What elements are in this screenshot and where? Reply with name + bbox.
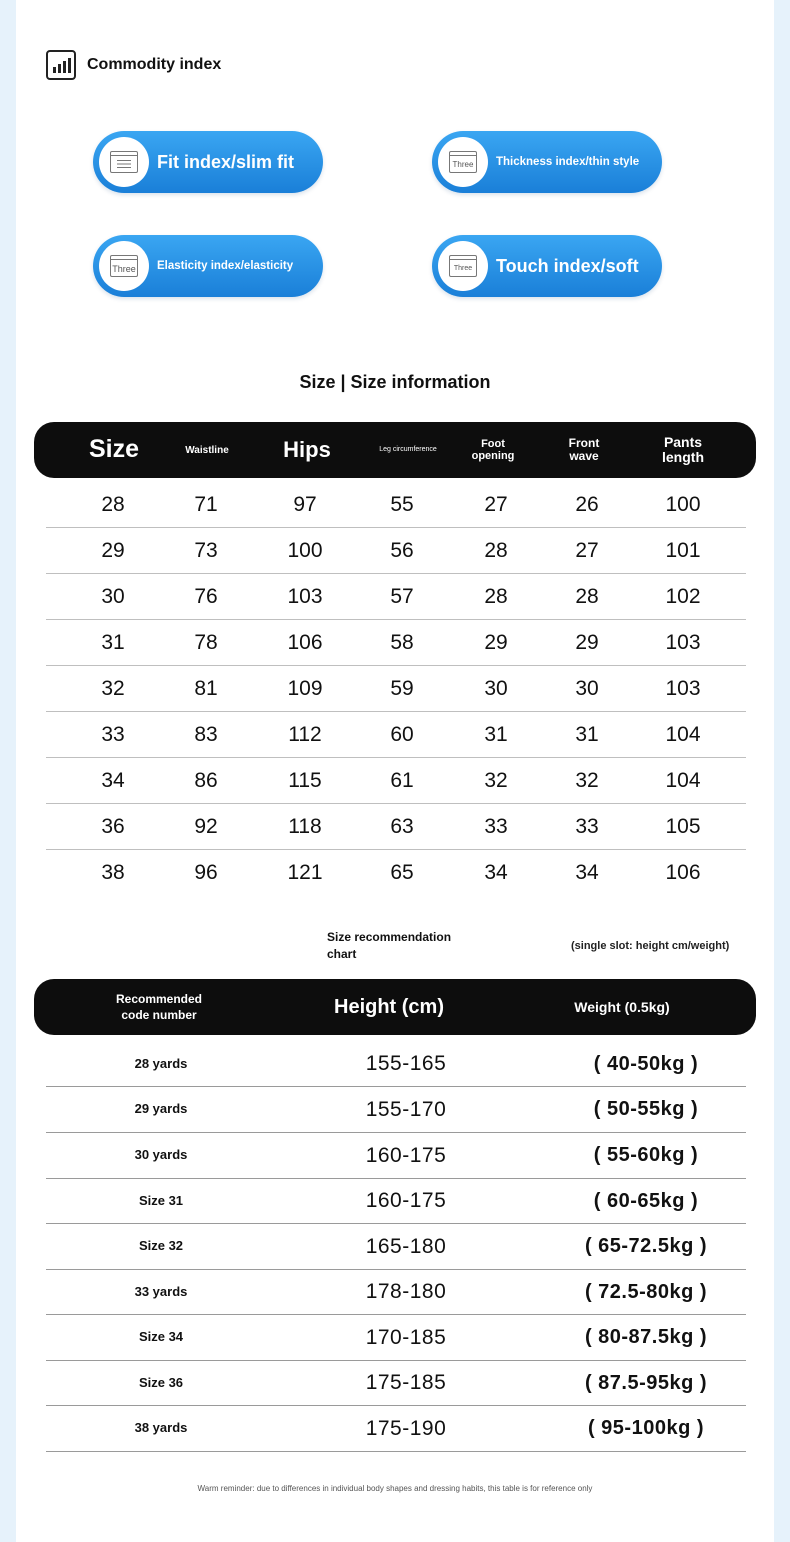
header-recommended-code: Recommended code number [115, 991, 203, 1022]
cell-size: 29 [101, 539, 125, 562]
table-row [46, 804, 746, 850]
recommendation-table-header [34, 979, 756, 1035]
table-row [46, 1179, 746, 1224]
cell-code: Size 34 [138, 1329, 184, 1345]
cell-pants-length: 101 [665, 539, 701, 562]
cell-hips: 106 [287, 631, 323, 654]
cell-weight: ( 80-87.5kg ) [584, 1326, 708, 1348]
elasticity-index-label: Elasticity index/elasticity [157, 260, 294, 272]
table-row [46, 574, 746, 620]
cell-waistline: 83 [194, 723, 218, 746]
cell-height: 160-175 [365, 1143, 447, 1167]
cell-height: 165-180 [365, 1234, 447, 1258]
table-row [46, 850, 746, 896]
cell-foot-opening: 29 [484, 631, 508, 654]
thickness-index-pill [432, 131, 662, 193]
cell-pants-length: 104 [665, 769, 701, 792]
header-front-wave: Front wave [568, 435, 600, 463]
cell-foot-opening: 34 [484, 861, 508, 884]
fit-index-pill [93, 131, 323, 193]
cell-height: 170-185 [365, 1325, 447, 1349]
cell-foot-opening: 30 [484, 677, 508, 700]
cell-hips: 121 [287, 861, 323, 884]
commodity-index-title: Commodity index [87, 56, 222, 73]
cell-height: 178-180 [365, 1280, 447, 1303]
cell-size: 32 [101, 677, 125, 700]
cell-foot-opening: 28 [484, 539, 508, 562]
cell-size: 31 [101, 631, 125, 654]
table-row [46, 1270, 746, 1315]
table-row [46, 1315, 746, 1361]
document-icon [99, 241, 149, 291]
cell-height: 175-185 [365, 1371, 447, 1394]
cell-waistline: 81 [194, 677, 218, 700]
cell-weight: ( 72.5-80kg ) [584, 1280, 708, 1303]
cell-leg-circumference: 60 [390, 723, 414, 746]
table-row [46, 1406, 746, 1452]
touch-index-pill [432, 235, 662, 297]
cell-hips: 103 [287, 585, 323, 608]
cell-size: 28 [101, 493, 125, 516]
commodity-index-header [46, 50, 221, 80]
cell-code: 29 yards [134, 1101, 188, 1117]
cell-weight: ( 40-50kg ) [593, 1052, 699, 1075]
cell-pants-length: 104 [665, 723, 701, 746]
touch-index-label: Touch index/soft [496, 255, 639, 276]
cell-front-wave: 31 [575, 723, 599, 746]
cell-front-wave: 27 [575, 539, 599, 562]
cell-weight: ( 60-65kg ) [593, 1189, 699, 1212]
cell-weight: ( 87.5-95kg ) [584, 1371, 708, 1394]
cell-hips: 112 [288, 723, 322, 746]
cell-height: 160-175 [365, 1189, 447, 1212]
thickness-index-label: Thickness index/thin style [496, 156, 640, 168]
size-table-header [34, 422, 756, 478]
cell-pants-length: 105 [665, 815, 701, 838]
badge-text: Three [452, 160, 474, 169]
table-row [46, 666, 746, 712]
table-row [46, 1087, 746, 1133]
cell-foot-opening: 27 [484, 493, 508, 516]
table-row [46, 1042, 746, 1087]
cell-hips: 100 [287, 539, 323, 562]
table-row [46, 1133, 746, 1179]
cell-weight: ( 50-55kg ) [593, 1098, 699, 1120]
cell-foot-opening: 33 [484, 815, 508, 838]
fit-index-label: Fit index/slim fit [157, 151, 295, 172]
footer-note: Warm reminder: due to differences in individual body shapes and dressing habits, this table is for reference only [197, 1484, 593, 1493]
bar-chart-icon [46, 50, 76, 80]
cell-code: 38 yards [134, 1420, 188, 1436]
cell-weight: ( 55-60kg ) [593, 1144, 699, 1166]
cell-size: 34 [101, 769, 125, 792]
cell-front-wave: 28 [575, 585, 599, 608]
cell-foot-opening: 31 [484, 723, 508, 746]
cell-size: 33 [101, 723, 125, 746]
cell-height: 175-190 [365, 1416, 447, 1440]
cell-hips: 118 [288, 815, 322, 838]
cell-size: 38 [101, 861, 125, 884]
header-size: Size [88, 435, 140, 464]
cell-waistline: 78 [194, 631, 218, 654]
badge-text: Three [112, 263, 136, 274]
table-row [46, 482, 746, 528]
cell-code: 28 yards [134, 1055, 188, 1071]
cell-front-wave: 30 [575, 677, 599, 700]
cell-waistline: 96 [194, 861, 218, 884]
cell-weight: ( 95-100kg ) [587, 1417, 705, 1439]
cell-leg-circumference: 55 [390, 493, 414, 516]
cell-leg-circumference: 58 [390, 631, 414, 654]
cell-pants-length: 102 [665, 585, 701, 608]
cell-waistline: 73 [194, 539, 218, 562]
cell-waistline: 86 [194, 769, 218, 792]
cell-size: 36 [101, 815, 125, 838]
cell-front-wave: 34 [575, 861, 599, 884]
cell-waistline: 71 [194, 493, 218, 516]
cell-code: Size 36 [138, 1374, 184, 1390]
cell-pants-length: 103 [665, 631, 701, 654]
cell-code: Size 31 [138, 1192, 184, 1208]
table-row [46, 758, 746, 804]
cell-waistline: 92 [194, 815, 218, 838]
header-weight: Weight (0.5kg) [574, 998, 670, 1015]
cell-front-wave: 26 [575, 493, 599, 516]
header-leg-circumference: Leg circumference [379, 446, 437, 454]
cell-hips: 97 [293, 493, 317, 516]
cell-height: 155-165 [365, 1052, 447, 1075]
cell-pants-length: 106 [665, 861, 701, 884]
cell-height: 155-170 [365, 1097, 447, 1121]
document-icon [438, 137, 488, 187]
recommendation-note: (single slot: height cm/weight) [571, 940, 730, 952]
cell-size: 30 [101, 585, 125, 608]
header-foot-opening: Foot opening [471, 437, 515, 462]
cell-front-wave: 29 [575, 631, 599, 654]
cell-foot-opening: 32 [484, 769, 508, 792]
cell-hips: 115 [288, 769, 322, 792]
size-info-title: Size | Size information [299, 372, 491, 392]
cell-code: 30 yards [134, 1147, 188, 1163]
cell-waistline: 76 [194, 585, 218, 608]
cell-leg-circumference: 65 [390, 861, 414, 884]
cell-pants-length: 103 [665, 677, 701, 700]
cell-weight: ( 65-72.5kg ) [584, 1235, 708, 1257]
cell-code: Size 32 [138, 1238, 184, 1254]
cell-front-wave: 32 [575, 769, 599, 792]
table-row [46, 1224, 746, 1270]
cell-leg-circumference: 63 [390, 815, 414, 838]
elasticity-index-pill [93, 235, 323, 297]
cell-code: 33 yards [134, 1283, 188, 1299]
cell-pants-length: 100 [665, 493, 701, 516]
header-pants-length: Pants length [662, 433, 704, 465]
cell-front-wave: 33 [575, 815, 599, 838]
cell-foot-opening: 28 [484, 585, 508, 608]
table-row [46, 712, 746, 758]
page [16, 0, 774, 1542]
document-icon [99, 137, 149, 187]
recommendation-title: Size recommendation chart [327, 930, 452, 961]
cell-leg-circumference: 61 [390, 769, 414, 792]
table-row [46, 620, 746, 666]
cell-leg-circumference: 59 [390, 677, 414, 700]
header-height: Height (cm) [334, 995, 444, 1018]
cell-leg-circumference: 56 [390, 539, 414, 562]
document-icon [438, 241, 488, 291]
header-hips: Hips [283, 436, 331, 462]
cell-leg-circumference: 57 [390, 585, 414, 608]
cell-hips: 109 [287, 677, 323, 700]
table-row [46, 528, 746, 574]
header-waistline: Waistline [185, 444, 229, 456]
badge-text: Three [453, 265, 473, 272]
table-row [46, 1361, 746, 1406]
